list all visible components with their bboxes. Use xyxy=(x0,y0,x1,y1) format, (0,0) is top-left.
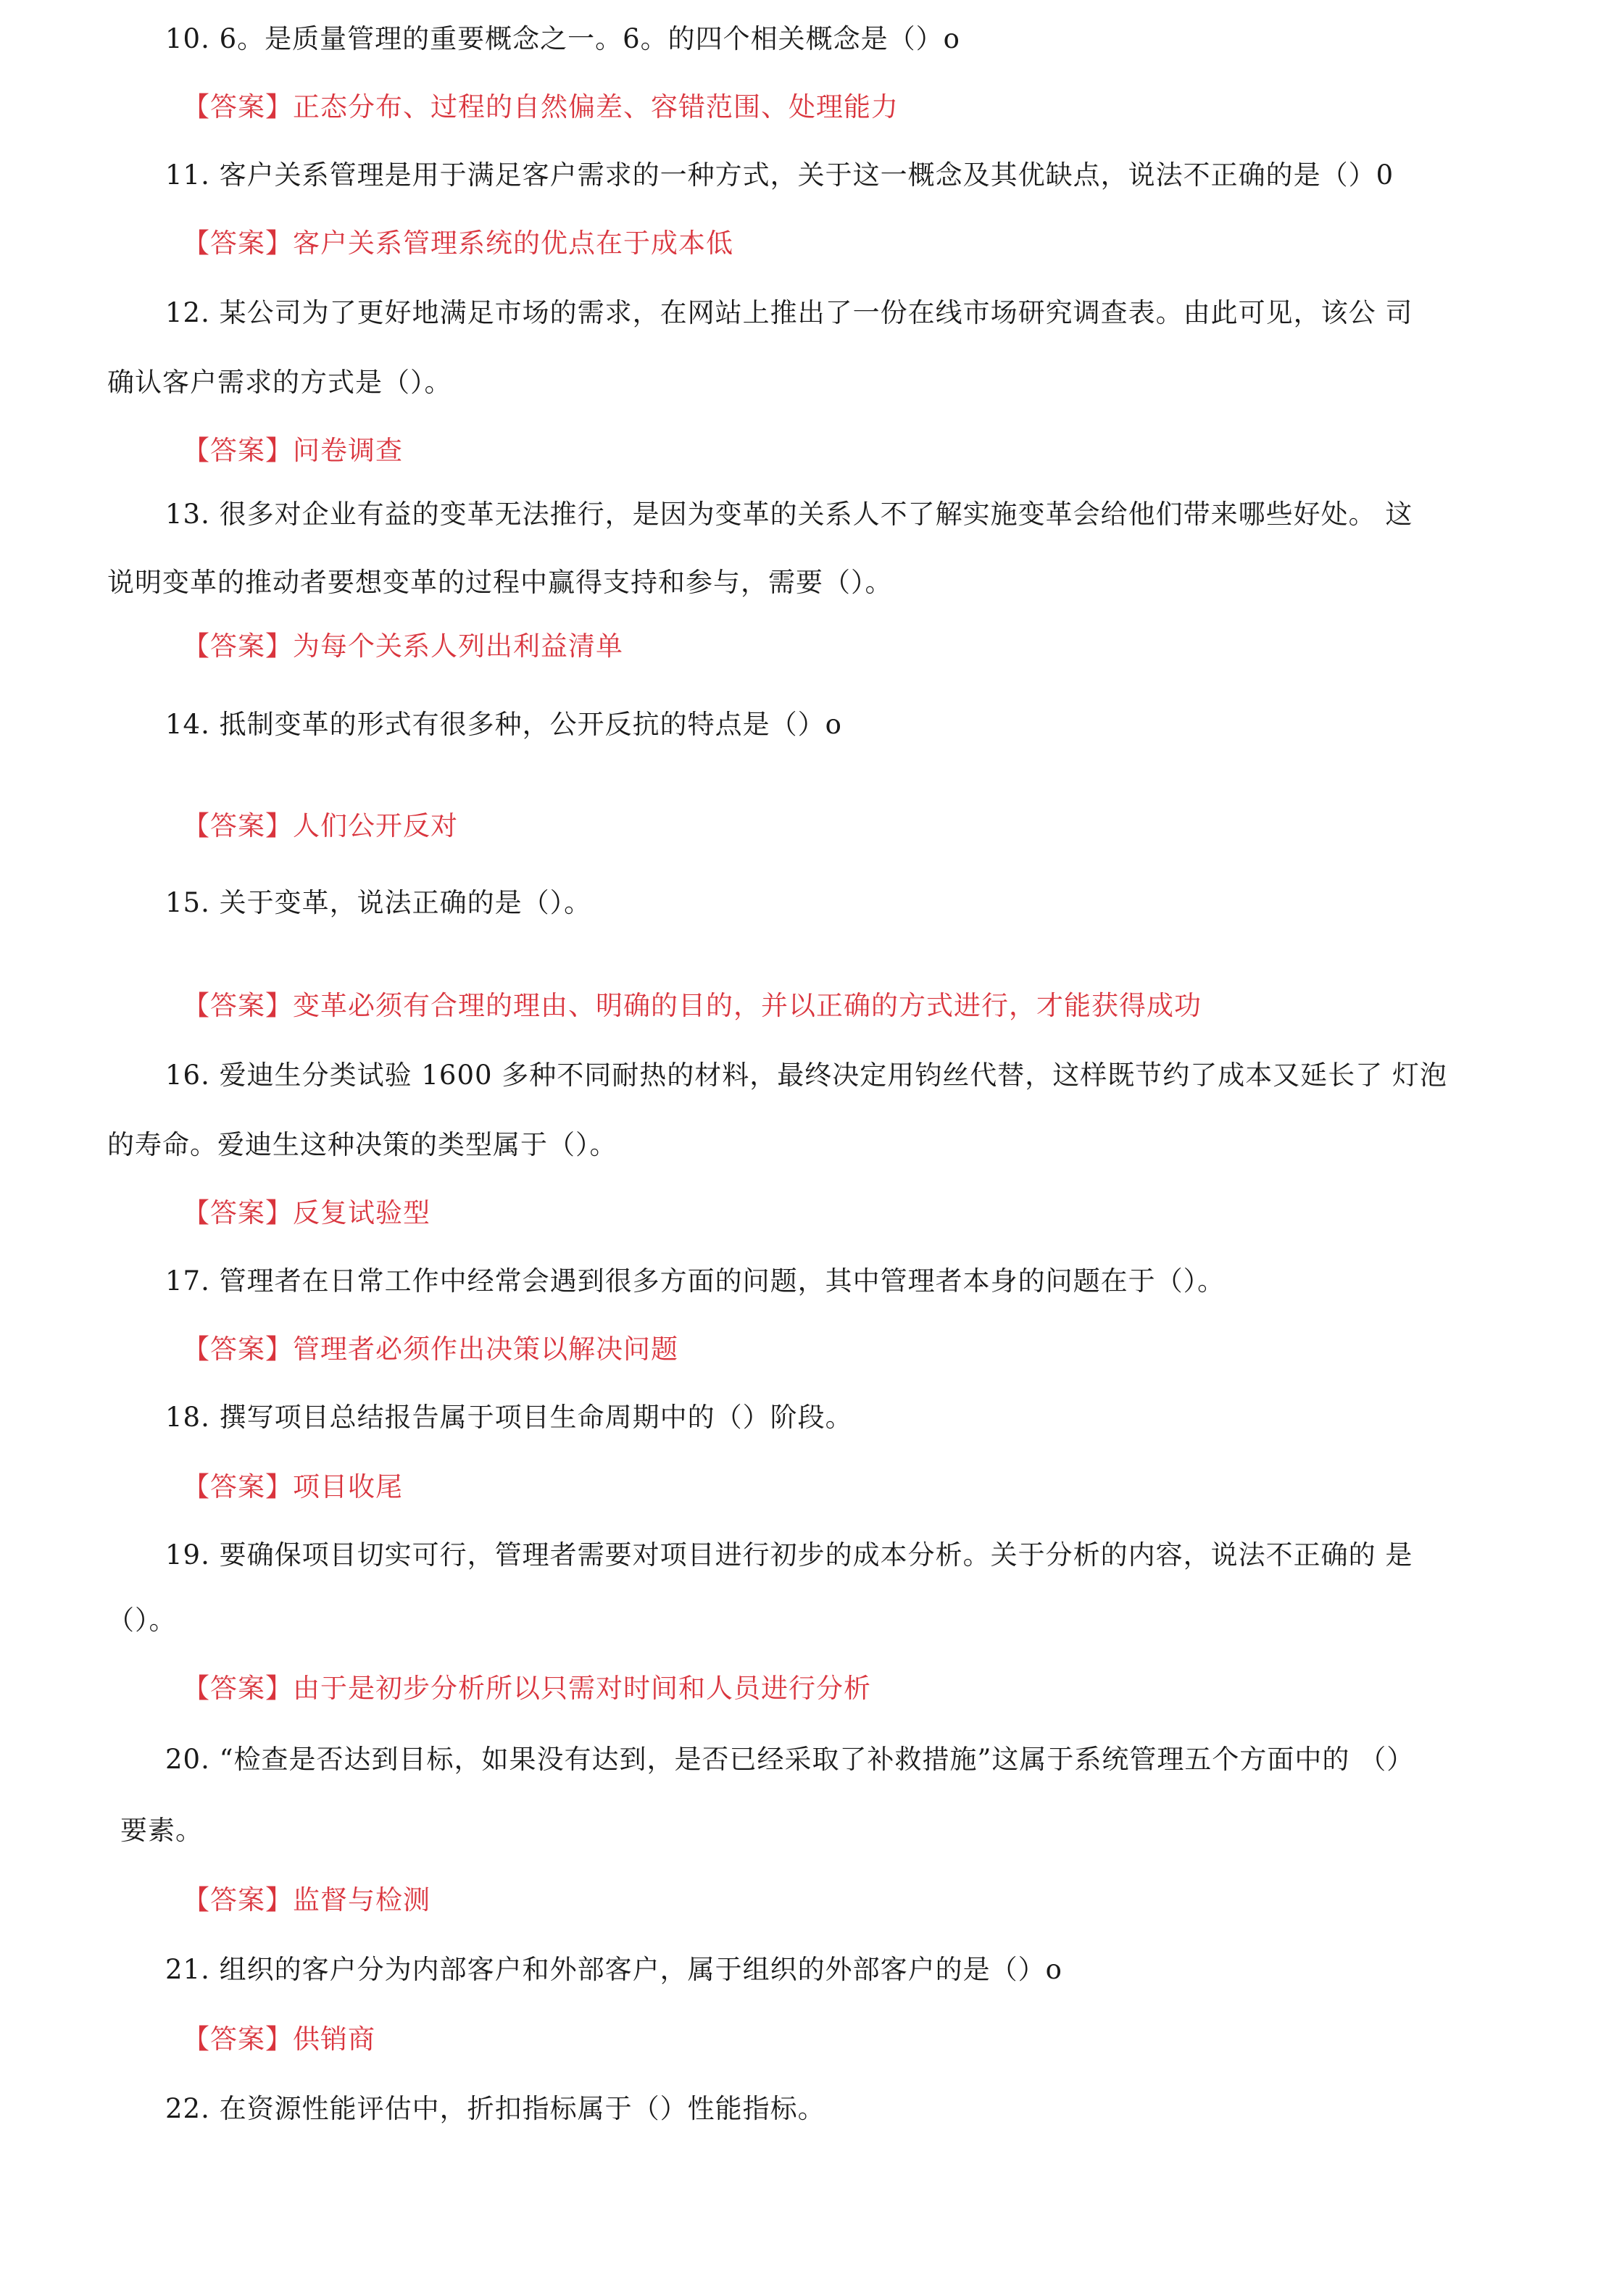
question-18-line-1: 18. 撰写项目总结报告属于项目生命周期中的（）阶段。 xyxy=(165,1402,853,1433)
question-17-line-1: 17. 管理者在日常工作中经常会遇到很多方面的问题，其中管理者本身的问题在于（）。 xyxy=(165,1265,1226,1297)
question-15-line-1: 15. 关于变革，说法正确的是（）。 xyxy=(165,887,592,918)
question-20-line-1: 20. “检查是否达到目标，如果没有达到，是否已经采取了补救措施”这属于系统管理五个方面中的 （） xyxy=(165,1744,1415,1775)
answer-19: 【答案】由于是初步分析所以只需对时间和人员进行分析 xyxy=(183,1673,871,1704)
answer-17: 【答案】管理者必须作出决策以解决问题 xyxy=(183,1334,678,1365)
question-12-line-1: 12. 某公司为了更好地满足市场的需求，在网站上推出了一份在线市场研究调查表。由此可见，该公 司 xyxy=(165,297,1413,328)
question-19-line-2: （）。 xyxy=(107,1605,177,1636)
question-11-line-1: 11. 客户关系管理是用于满足客户需求的一种方式，关于这一概念及其优缺点，说法不正确的是（）0 xyxy=(165,159,1394,191)
question-20-line-2: 要素。 xyxy=(120,1815,203,1846)
answer-10: 【答案】正态分布、过程的自然偏差、容错范围、处理能力 xyxy=(183,91,899,122)
answer-21: 【答案】供销商 xyxy=(183,2023,375,2055)
question-16-line-2: 的寿命。爱迪生这种决策的类型属于（）。 xyxy=(107,1129,617,1160)
answer-11: 【答案】客户关系管理系统的优点在于成本低 xyxy=(183,228,733,259)
answer-16: 【答案】反复试验型 xyxy=(183,1197,430,1228)
question-13-line-2: 说明变革的推动者要想变革的过程中赢得支持和参与，需要（）。 xyxy=(107,567,893,598)
question-14-line-1: 14. 抵制变革的形式有很多种，公开反抗的特点是（）o xyxy=(165,709,842,740)
answer-18: 【答案】项目收尾 xyxy=(183,1471,403,1502)
question-21-line-1: 21. 组织的客户分为内部客户和外部客户，属于组织的外部客户的是（）o xyxy=(165,1954,1062,1985)
answer-12: 【答案】问卷调查 xyxy=(183,435,403,466)
answer-13: 【答案】为每个关系人列出利益清单 xyxy=(183,631,623,662)
question-10-line-1: 10. 6。是质量管理的重要概念之一。6。的四个相关概念是（）o xyxy=(165,23,960,54)
question-13-line-1: 13. 很多对企业有益的变革无法推行，是因为变革的关系人不了解实施变革会给他们带来哪些好处。 这 xyxy=(165,499,1413,530)
question-12-line-2: 确认客户需求的方式是（）。 xyxy=(107,367,452,398)
question-19-line-1: 19. 要确保项目切实可行，管理者需要对项目进行初步的成本分析。关于分析的内容，说法不正确的 是 xyxy=(165,1539,1413,1571)
question-16-line-1: 16. 爱迪生分类试验 1600 多种不同耐热的材料，最终决定用钧丝代替，这样既节约了成本又延长了 灯泡 xyxy=(165,1060,1448,1091)
answer-15: 【答案】变革必须有合理的理由、明确的目的，并以正确的方式进行，才能获得成功 xyxy=(183,990,1202,1021)
question-22-line-1: 22. 在资源性能评估中，折扣指标属于（）性能指标。 xyxy=(165,2093,825,2124)
answer-14: 【答案】人们公开反对 xyxy=(183,810,458,841)
answer-20: 【答案】监督与检测 xyxy=(183,1884,430,1916)
